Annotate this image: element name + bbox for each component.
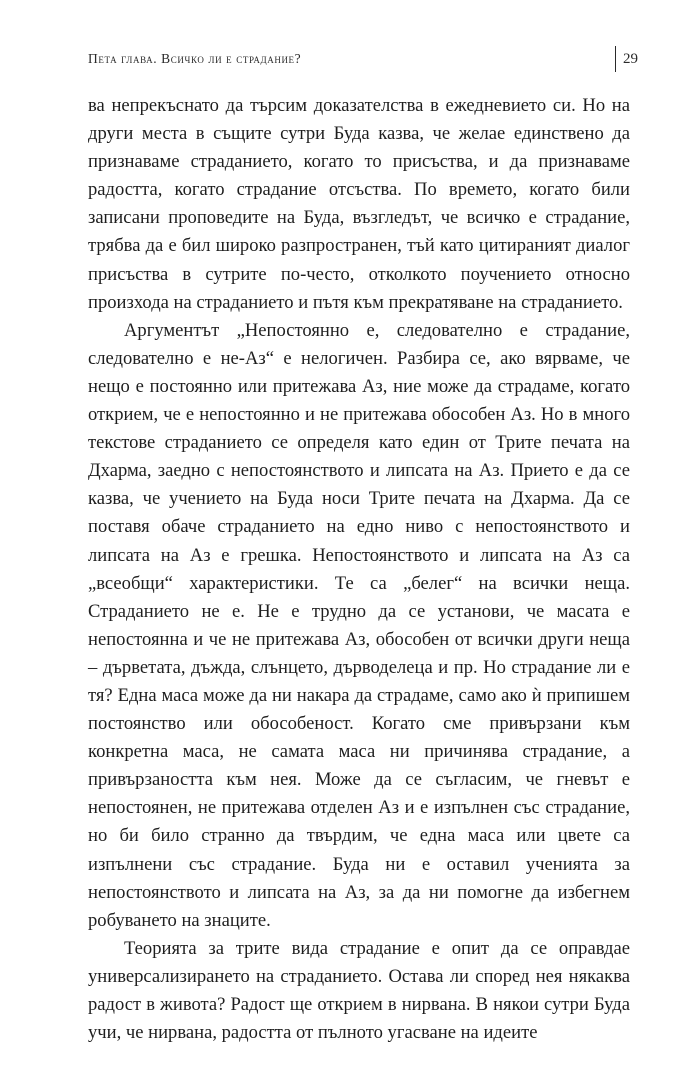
header-divider	[615, 46, 616, 72]
chapter-title: Пета глава. Всичко ли е страдание?	[88, 51, 302, 66]
running-header	[88, 48, 643, 74]
paragraph-3: Теорията за трите вида страдание е опит да се оправдае универсализирането на страданието. Остава ли според нея някаква радост в живота? Радост ще открием в нирвана. В някои сутри Буда учи, че нирвана, радостта от пълното угасване на идеите	[88, 937, 630, 1044]
body-text	[88, 92, 630, 1047]
paragraph-1: ва непрекъснато да търсим доказателства в ежедневието си. Но на други места в същите сутри Буда казва, че желае единствено да признаваме страданието, когато то присъства, и да признаваме радостта, когато страдание отсъства. По времето, когато били записани проповедите на Буда, възгледът, че всичко е страдание, трябва да е бил широко разпространен, тъй като цитираният диалог присъства в сутрите по-често, отколкото поучението относно произхода на страданието и пътя към прекратяване на страданието.	[88, 95, 630, 313]
paragraph-2: Аргументът „Непостоянно е, следователно е страдание, следователно е не-Аз“ е нелогичен. Разбира се, ако вярваме, че нещо е постоянно или притежава Аз, ние може да страдаме, когато открием, че е непостоянно и не притежава обособен Аз. Но в много текстове страданието се определя като един от Трите печата на Дхарма, заедно с непостоянството и липсата на Аз. Прието е да се казва, че учението на Буда носи Трите печата на Дхарма. Да се поставя обаче страданието на едно ниво с непостоянството и липсата на Аз е грешка. Непостоянството и липсата на Аз са „всеобщи“ характеристики. Те са „белег“ на всички неща. Страданието не е. Не е трудно да се установи, че масата е непостоянна и че не притежава Аз, обособен от всички други неща – дърветата, дъжда, слънцето, дърводелеца и пр. Но страдание ли е тя? Една маса може да ни накара да страдаме, само ако ѝ припишем постоянство или обособеност. Когато сме привързани към конкретна маса, не самата маса ни причинява страдание, а привързаността към нея. Може да се съгласим, че гневът е непостоянен, не притежава отделен Аз и е изпълнен със страдание, но би било странно да твърдим, че една маса или цвете са изпълнени със страдание. Буда ни е оставил ученията за непостоянството и липсата на Аз, за да ни помогне да избегнем робуването на знаците.	[88, 319, 630, 931]
page-number: 29	[623, 51, 638, 67]
